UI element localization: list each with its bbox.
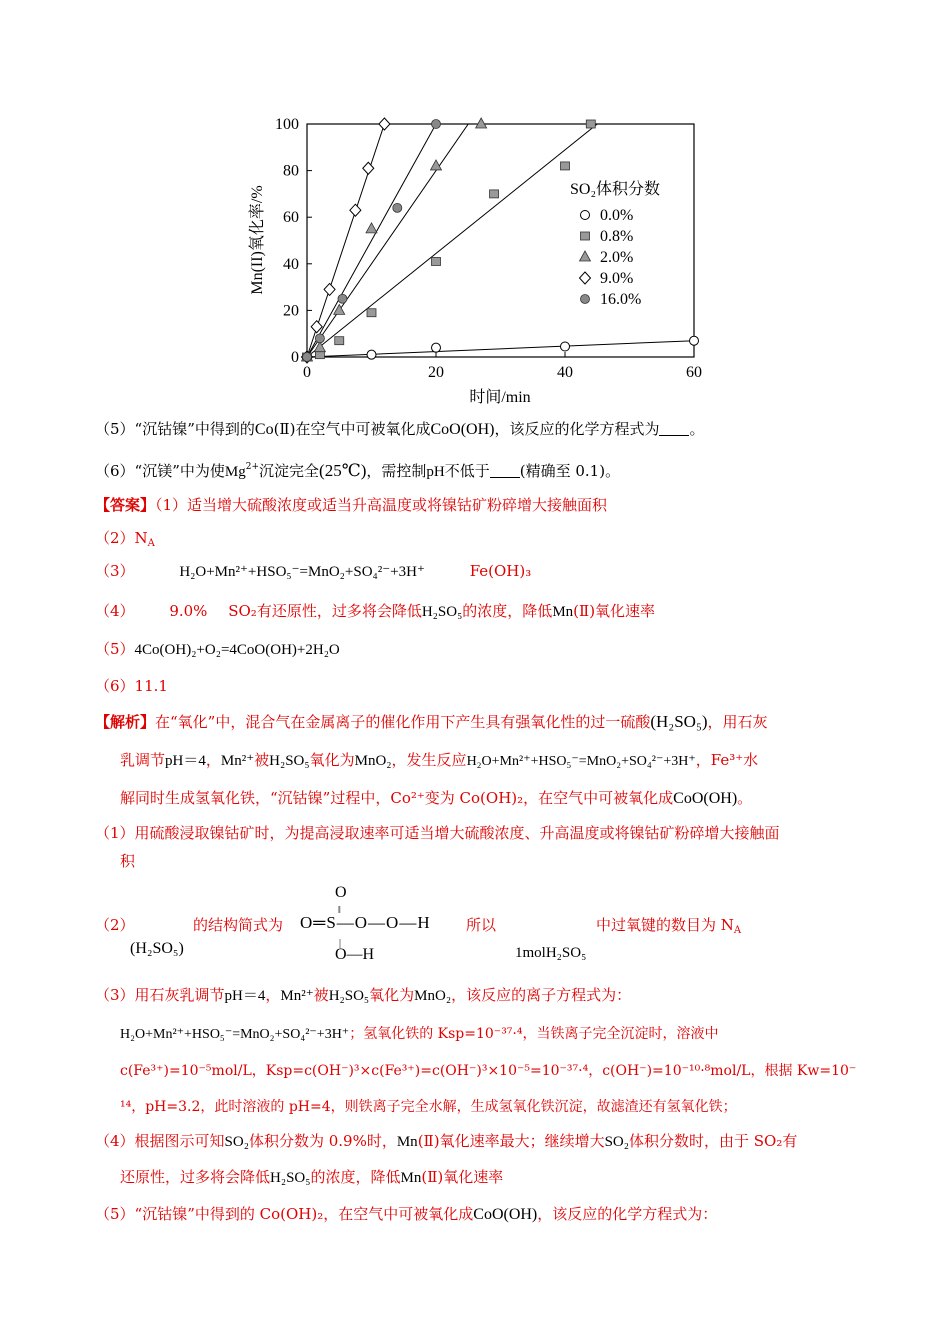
analysis-part-2-text [193,914,283,936]
analysis-p2-label: （2） [95,916,135,934]
analysis-p4-c: (Ⅱ)氧化速率最大；继续增大 [417,1132,605,1150]
data-point [561,162,570,170]
analysis-l2-mn: Mn²⁺ [220,753,255,769]
answer-4-so2: SO₂ [228,602,257,620]
x-tick-label: 60 [686,364,702,381]
y-axis-label: Mn(II)氧化率/% [249,185,266,295]
y-tick-label: 0 [291,349,299,366]
legend-title: SO₂体积分数 [570,181,661,198]
answer-4 [95,600,655,623]
fit-line-3 [307,124,384,357]
legend-marker [581,295,590,304]
analysis-p4-l2a: 还原性，过多将会降低 [120,1168,271,1186]
answer-2-sub: A [147,538,155,549]
analysis-l3: 解同时生成氢氧化铁，“沉钴镍”过程中，Co²⁺变为 Co(OH)₂，在空气中可被氧化成 [120,789,674,807]
struct-main [300,912,431,934]
answer-3-feoh3: Fe(OH)₃ [469,562,532,580]
answer-blank [659,421,689,436]
q6-mid: 沉淀完全 [259,462,320,480]
analysis-p4-mn: Mn [396,1134,418,1150]
analysis-p4-d: 体积分数时，由于 SO₂有 [629,1132,798,1150]
analysis-p3-equation: H₂O+Mn²⁺+HSO₅⁻=MnO₂+SO₄²⁻+3H⁺ [120,1027,350,1042]
legend-label: 2.0% [600,249,634,266]
answer-3-equation: H₂O+Mn²⁺+HSO₅⁻=MnO₂+SO₄²⁻+3H⁺ [179,564,425,580]
answer-2-text: （2）N [95,529,148,547]
analysis-p1b: 积 [120,852,136,870]
q6-mg: Mg [224,464,246,480]
analysis-p3-l4: ¹⁴，pH=3.2，此时溶液的 pH=4，则铁离子完全水解，生成氢氧化铁沉淀，故滤渣还有氢氧化铁； [120,1099,737,1115]
analysis-p2-sub: A [733,925,742,936]
analysis-label: 【解析】 [95,713,156,731]
q5-cooh: CoO(OH) [430,421,495,438]
data-points [302,118,699,363]
analysis-p3-ph: pH＝4 [224,988,266,1004]
analysis-p4-h2so5: H₂SO₅ [270,1170,311,1186]
answer-5-equation: 4Co(OH)₂+O₂=4CoO(OH)+2H₂O [134,642,340,658]
analysis-part-4 [95,1130,797,1153]
y-tick-label: 100 [275,116,299,133]
q5-text: （5）“沉钴镍”中得到的 [95,420,255,438]
legend-label: 0.8% [600,228,634,245]
analysis-part-3 [95,984,631,1007]
x-axis-label: 时间/min [469,389,531,406]
q6-post: 不低于 [444,462,490,480]
legend-label: 9.0% [600,270,634,287]
analysis-l3-end: 。 [737,789,753,807]
analysis-l2-h2so5: H₂SO₅ [269,753,310,769]
q6-text: （6）“沉镁”中为使 [95,462,225,480]
analysis-l2-ph: pH＝4 [165,753,206,769]
analysis-p1a: （1）用硫酸浸取镍钴矿时，为提高浸取速率可适当增大硫酸浓度、升高温度或将镍钴矿粉碎增大接触面 [95,824,780,842]
q5-post: ，该反应的化学方程式为 [494,420,660,438]
x-tick-label: 0 [303,364,311,381]
analysis-p3-ksp: ；氢氧化铁的 Ksp=10⁻³⁷·⁴，当铁离子完全沉淀时，溶液中 [349,1026,719,1042]
answer-3-label: （3） [95,562,135,580]
analysis-l2-b: ， [205,751,221,769]
struct-o-bot [335,944,374,966]
analysis-p3-a: ， [265,986,281,1004]
analysis-p5-b: ，该反应的化学方程式为： [537,1205,718,1223]
data-point [315,334,324,343]
oxidation-rate-chart [240,110,720,410]
answer-4-label: （4） [95,602,135,620]
data-point [311,321,322,333]
data-point [490,190,499,198]
y-tick-label: 20 [283,302,299,320]
answer-5-label: （5） [95,640,135,658]
data-point [561,342,570,351]
data-point [367,350,376,359]
analysis-p2-so-text: 所以 [466,916,497,934]
data-point [432,343,441,352]
struct-double-bond-mark: ‖ [338,905,341,916]
q6-end: (精确至 0.1)。 [519,462,621,480]
analysis-p2-end-text: 中过氧键的数目为 N [596,916,734,934]
legend-marker [580,272,591,284]
analysis-part-3-line-4 [120,1096,737,1118]
q6-temp: (25℃) [319,461,367,480]
legend-marker [581,211,590,220]
struct-o-top-text: O [335,884,347,901]
fit-line-4 [307,124,436,357]
data-point [379,118,390,130]
struct-o-bot-text: O—H [335,946,375,963]
analysis-p3-end: ，该反应的离子方程式为： [451,986,632,1004]
analysis-p2-text: 的结构简式为 [193,916,284,934]
analysis-p4-a: （4）根据图示可知 [95,1132,225,1150]
legend-marker [581,232,590,240]
data-point [476,118,487,128]
question-6 [95,456,620,483]
analysis-p3-mn: Mn²⁺ [280,988,314,1004]
y-tick-label: 40 [283,255,299,273]
fit-line-2 [307,124,468,357]
fit-line-0 [307,341,694,357]
x-tick-label: 40 [557,364,573,381]
analysis-p2-h2so5-text: (H₂SO₅) [130,940,184,957]
answer-4-mn: Mn [552,604,574,620]
data-point [393,203,402,212]
answer-4-value: 9.0% [169,602,208,620]
data-point [338,294,347,303]
fit-line-1 [307,124,597,357]
analysis-p3-h2so5: H₂SO₅ [328,988,370,1004]
analysis-p4-mn2: Mn [400,1170,422,1186]
analysis-p5-cooh: CoO(OH) [473,1206,538,1223]
answer-4-text3: (Ⅱ)氧化速率 [573,602,656,620]
legend-label: 16.0% [600,291,642,308]
analysis-p4-b: 体积分数为 0.9%时， [248,1132,397,1150]
analysis-p3-pre: （3）用石灰乳调节 [95,986,225,1004]
analysis-line-3 [120,787,752,810]
analysis-part-1b [120,850,135,872]
analysis-p4-l2b: 的浓度，降低 [310,1168,401,1186]
analysis-line-1 [95,711,768,733]
analysis-l2-equation: H₂O+Mn²⁺+HSO₅⁻=MnO₂+SO₄²⁻+3H⁺ [466,754,696,769]
q5-co: Co [254,421,274,438]
analysis-p5-a: （5）“沉钴镍”中得到的 Co(OH)₂，在空气中可被氧化成 [95,1205,474,1223]
analysis-p4-so2b: SO₂ [604,1134,629,1150]
q6-ph: pH [426,464,445,480]
analysis-l1-end: ，用石灰 [707,713,768,731]
analysis-p4-so2: SO₂ [224,1134,249,1150]
analysis-p3-b: 被 [313,986,329,1004]
legend-marker [580,251,591,261]
answer-6-text: （6）11.1 [95,677,168,695]
data-point [432,120,441,129]
data-point [432,257,441,265]
answer-2 [95,527,155,555]
analysis-part-4-line-2 [120,1166,503,1189]
origin-point [303,353,312,362]
fit-lines [307,124,694,357]
analysis-p2-h2so5 [130,938,184,960]
analysis-p3-c: 氧化为 [369,986,415,1004]
answer-4-text2: 的浓度，降低 [462,602,553,620]
data-point [363,162,374,174]
analysis-part-2-label [95,914,135,936]
analysis-p2-so [466,914,496,936]
answer-label: 【答案】 [95,496,156,514]
y-tick-label: 80 [283,162,299,180]
plot-frame [307,124,694,357]
q5-end: 。 [689,420,705,438]
answer-4-h2so5: H₂SO₅ [421,604,463,620]
analysis-l1: 在“氧化”中，混合气在金属离子的催化作用下产生具有强氧化性的过一硫酸 [155,713,651,731]
analysis-l2-f: ，Fe³⁺水 [695,751,759,769]
answer-4-text: 有还原性，过多将会降低 [256,602,422,620]
data-point [367,309,376,317]
q6-mid2: ，需控制 [366,462,427,480]
x-tick-label: 20 [428,364,444,381]
answer-6 [95,675,168,697]
analysis-p3-l3: c(Fe³⁺)=10⁻⁵mol/L，Ksp=c(OH⁻)³×c(Fe³⁺)=c(OH⁻)³×10⁻⁵=10⁻³⁷·⁴，c(OH⁻)=10⁻¹⁰·⁸mol/L，根据 Kw=10⁻ [120,1063,857,1079]
data-point [324,283,335,295]
question-5 [95,418,705,441]
analysis-l3-cooh: CoO(OH) [673,790,738,807]
analysis-l2-c: 被 [254,751,270,769]
analysis-part-5 [95,1203,717,1226]
struct-single-bond-mark: | [339,938,342,949]
analysis-p3-mno2: MnO₂ [414,988,452,1004]
analysis-l1-h2so5: (H₂SO₅) [650,712,708,731]
analysis-l2-e: ，发生反应 [391,751,467,769]
data-point [586,120,595,128]
data-point [335,337,344,345]
answer-5 [95,638,340,661]
y-tick-label: 60 [283,209,299,227]
legend-label: 0.0% [600,207,634,224]
analysis-part-3-line-2 [120,1022,718,1046]
analysis-l2-d: 氧化为 [309,751,355,769]
data-point [350,204,361,216]
analysis-p4-l2c: (Ⅱ)氧化速率 [421,1168,504,1186]
q5-mid: (Ⅱ)在空气中可被氧化成 [273,420,431,438]
answer-1 [95,494,607,516]
analysis-part-3-line-3 [120,1060,856,1082]
analysis-p2-mol-text: 1molH₂SO₅ [515,945,587,961]
q6-mg-sup: 2+ [245,462,260,472]
analysis-p2-mol [515,942,586,964]
answer-3 [95,560,531,583]
legend [580,207,642,308]
answer-1-text: （1）适当增大硫酸浓度或适当升高温度或将镍钴矿粉碎增大接触面积 [155,496,608,514]
data-point [366,223,377,233]
analysis-l2-a: 乳调节 [120,751,166,769]
analysis-p2-end [596,914,741,942]
analysis-l2-mno2: MnO₂ [354,753,392,769]
answer-blank [490,463,520,478]
analysis-part-1 [95,822,780,844]
struct-main-text: O═S—O—O—H [300,913,431,932]
data-point [690,336,699,345]
analysis-line-2 [120,749,758,773]
